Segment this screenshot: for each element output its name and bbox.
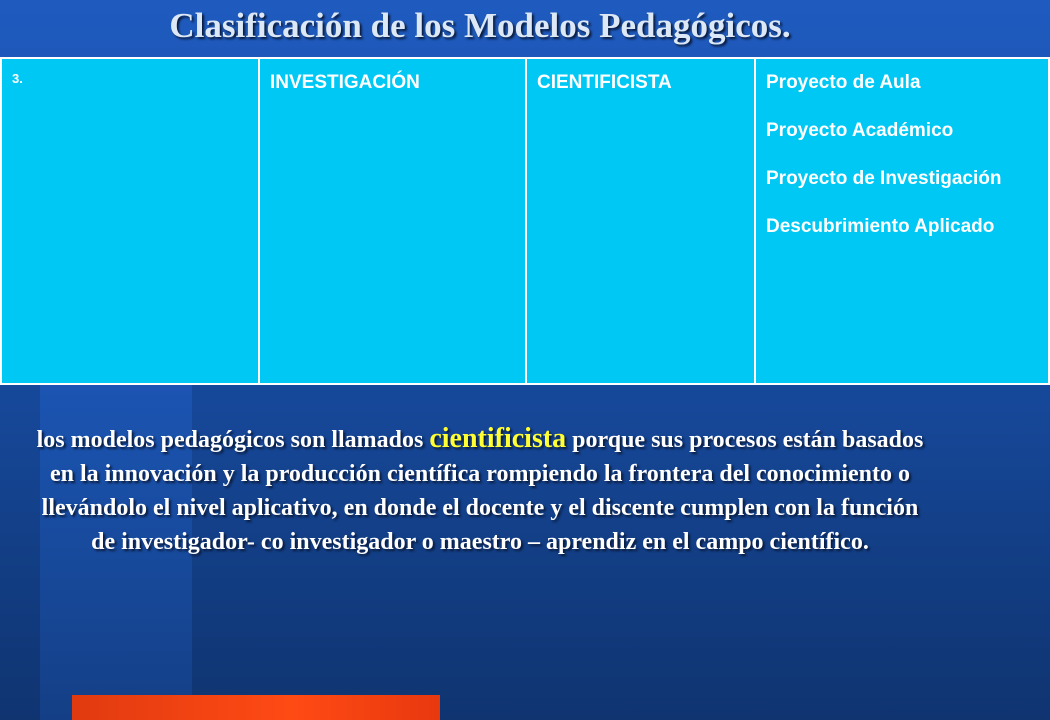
list-item: Proyecto de Investigación [766,168,1002,189]
highlighted-term: cientificista [429,423,567,454]
list-item: Proyecto Académico [766,120,954,141]
row-number: 3. [12,71,23,86]
description-paragraph [30,422,930,559]
table-row [1,58,1049,384]
slide-title: Clasificación de los Modelos Pedagógicos. [169,6,791,45]
list-item: Proyecto de Aula [766,72,921,93]
cell-items [755,58,1049,384]
type-label: CIENTIFICISTA [537,72,672,93]
description-text-start: los modelos pedagógicos son llamados [36,427,430,453]
cell-type [526,58,755,384]
model-label: INVESTIGACIÓN [270,72,420,93]
cell-model [259,58,526,384]
decorative-accent-bar [72,695,440,720]
list-item: Descubrimiento Aplicado [766,216,995,237]
cell-number [1,58,259,384]
classification-table [0,57,1050,385]
description-text-end: porque sus procesos están basados en la innovación y la producción científica rompiendo la frontera del conocimiento o llevándolo el nivel aplicativo, en donde el docente y el discente cumplen con la función de investigador- co investigador o maestro – aprendiz en el campo científico. [41,427,924,555]
